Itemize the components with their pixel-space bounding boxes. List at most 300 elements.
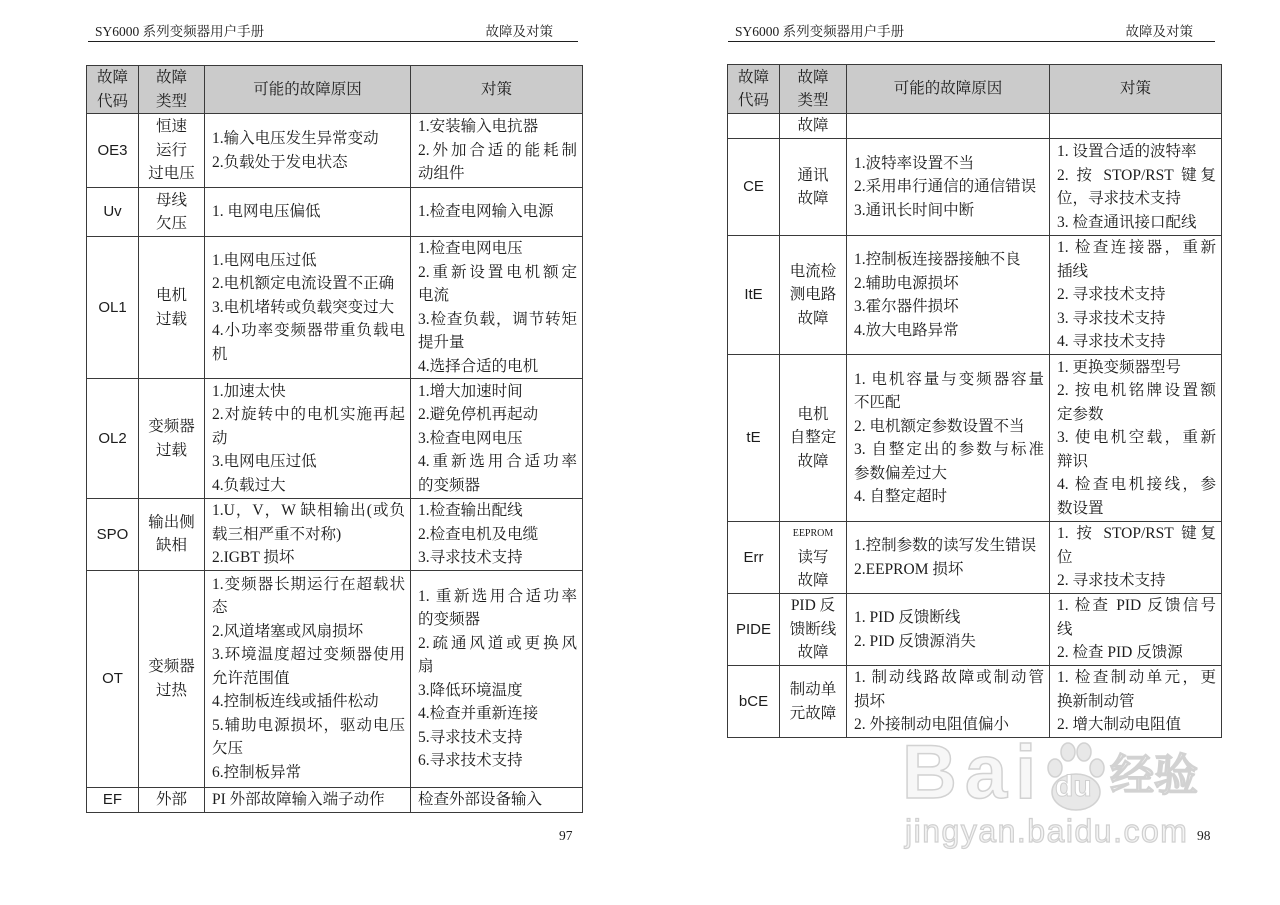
fault-type-line: 缺相 (155, 537, 187, 555)
fault-code: OT (102, 669, 123, 687)
section-title: 故障及对策 (485, 23, 553, 39)
cause-item (854, 666, 1044, 713)
cause-line: 1.加速太快 (212, 382, 286, 400)
cause-line: 3.环境温度超过变频器使用 (212, 646, 405, 664)
solution-item (418, 380, 577, 404)
solution-line: 位，寻求技术支持 (1057, 190, 1182, 207)
fault-type-cell (780, 594, 847, 666)
solution-line: 4.检查并重新连接 (418, 705, 539, 722)
cause-line: 1. PID 反馈断线 (854, 609, 961, 626)
header-line: 类型 (797, 92, 829, 109)
col-header-type (139, 66, 205, 114)
solution-line: 插线 (1057, 262, 1089, 280)
cause-item (854, 248, 1044, 272)
cause-item (212, 690, 405, 714)
cause-line: 2.采用串行通信的通信错误 (854, 178, 1037, 196)
solution-cell (411, 570, 583, 787)
cause-cell (847, 666, 1050, 738)
solution-line: 提升量 (418, 334, 465, 351)
col-header-solution: 对策 (411, 66, 583, 114)
watermark-brand-latin: Bai (902, 730, 1045, 815)
solution-cell (1050, 666, 1222, 738)
solution-item (1057, 307, 1216, 331)
fault-type-line: 欠压 (155, 215, 187, 232)
cause-line: 损坏 (854, 692, 886, 710)
solution-item (418, 403, 577, 427)
cause-cell (847, 114, 1050, 139)
fault-type-line: 电机 (797, 405, 829, 423)
solution-line: 数设置 (1057, 499, 1104, 517)
solution-line: 扇 (418, 658, 434, 675)
page-number: 98 (1197, 828, 1211, 843)
solution-line: 定参数 (1057, 405, 1104, 423)
running-header-right (728, 22, 1215, 42)
fault-type-line: 通讯 (797, 166, 829, 184)
solution-line: 1.检查输出配线 (418, 502, 523, 519)
cause-item (854, 368, 1044, 415)
solution-item (418, 499, 577, 523)
fault-row (728, 666, 1222, 738)
solution-item (418, 702, 577, 726)
cause-cell (205, 114, 411, 188)
fault-code-cell (87, 379, 139, 499)
running-header-left (88, 22, 578, 42)
cause-cell (847, 594, 1050, 666)
fault-row (87, 237, 583, 379)
cause-line: 4.小功率变频器带重负载电 (212, 322, 405, 340)
solution-line: 动组件 (418, 165, 465, 183)
fault-type-line: 过热 (155, 681, 187, 699)
cause-line: 载三相严重不对称) (212, 525, 342, 543)
solution-line: 检查外部设备输入 (418, 790, 543, 808)
cause-line: 2. PID 反馈源消失 (854, 632, 976, 650)
fault-code-cell (87, 787, 139, 812)
solution-line: 2. 检查 PID 反馈源 (1057, 644, 1183, 662)
fault-table-body (87, 114, 583, 813)
cause-line: 1.U，V，W 缺相输出(或负 (212, 502, 405, 519)
solution-line: 1.检查电网输入电源 (418, 203, 554, 221)
cause-line: 3.通讯长时间中断 (854, 201, 975, 219)
cause-item (212, 127, 405, 151)
fault-code: Uv (103, 203, 122, 221)
fault-type-line: 过载 (155, 310, 187, 328)
watermark-brand-paw-text: du (1055, 770, 1092, 803)
fault-type-cell (780, 236, 847, 355)
watermark-url: jingyan.baidu.com (905, 813, 1189, 849)
cause-line: 1.控制参数的读写发生错误 (854, 537, 1037, 554)
cause-cell (205, 787, 411, 812)
section-title: 故障及对策 (1125, 23, 1193, 39)
cause-item (212, 380, 405, 404)
table-header-row (728, 65, 1222, 114)
solution-item (418, 726, 577, 750)
fault-type-cell (139, 188, 205, 237)
watermark-brand-cn: 经验 (1110, 751, 1198, 800)
solution-line: 3.检查负载，调节转矩 (418, 310, 577, 328)
table-header-row (87, 66, 583, 114)
header-line: 故障 (737, 68, 769, 86)
header-line: 代码 (737, 92, 769, 109)
solution-line: 3.降低环境温度 (418, 681, 523, 699)
fault-code-cell (87, 237, 139, 379)
page-number: 97 (559, 828, 573, 843)
fault-table (86, 65, 583, 813)
cause-item (212, 296, 405, 320)
manual-title: SY6000 系列变频器用户手册 (95, 23, 265, 39)
solution-item (1057, 330, 1216, 354)
cause-item (212, 573, 405, 620)
fault-type-cell (139, 499, 205, 571)
solution-line: 5.寻求技术支持 (418, 728, 523, 746)
cause-item (854, 199, 1044, 223)
cause-item (854, 319, 1044, 343)
solution-item (1057, 379, 1216, 426)
cause-cell (205, 379, 411, 499)
solution-item (1057, 713, 1216, 737)
fault-type-cell (780, 666, 847, 738)
fault-row (728, 139, 1222, 236)
fault-code-cell (728, 594, 780, 666)
solution-item (418, 139, 577, 186)
solution-item (1057, 211, 1216, 235)
cause-item (212, 319, 405, 366)
solution-line: 2. 增大制动电阻值 (1057, 716, 1182, 734)
fault-type-line: 测电路 (789, 286, 837, 304)
solution-item (418, 450, 577, 497)
solution-item (1057, 283, 1216, 307)
fault-type-line: 制动单 (789, 681, 837, 698)
col-header-solution: 对策 (1050, 65, 1222, 114)
fault-code-cell (728, 355, 780, 522)
fault-type-cell (780, 139, 847, 236)
cause-item (854, 558, 1044, 582)
cause-line: 欠压 (212, 740, 244, 758)
cause-line: 1.电网电压过低 (212, 251, 317, 269)
cause-item (212, 620, 405, 644)
cause-item (212, 714, 405, 761)
solution-cell (1050, 594, 1222, 666)
fault-type-line: 输出侧 (148, 513, 195, 531)
fault-type-cell (780, 114, 847, 139)
solution-line: 4. 寻求技术支持 (1057, 333, 1166, 351)
solution-line: 3. 检查通讯接口配线 (1057, 213, 1197, 231)
fault-type-line: 故障 (797, 644, 829, 662)
solution-line: 3.寻求技术支持 (418, 549, 523, 566)
solution-item (418, 308, 577, 355)
solution-item (418, 115, 577, 139)
cause-line: 3. 自整定出的参数与标准 (854, 441, 1044, 458)
fault-row (728, 236, 1222, 355)
solution-item (1057, 666, 1216, 713)
solution-line: 1.增大加速时间 (418, 382, 523, 400)
fault-code: tE (746, 429, 761, 447)
solution-cell (411, 379, 583, 499)
fault-type-line: 读写 (797, 548, 829, 566)
solution-line: 3. 寻求技术支持 (1057, 309, 1166, 327)
fault-code: ItE (744, 286, 763, 304)
solution-item (1057, 473, 1216, 520)
solution-item (1057, 164, 1216, 211)
solution-line: 4. 检查电机接线，参 (1057, 476, 1216, 494)
header-line: 故障 (155, 69, 187, 86)
solution-item (1057, 569, 1216, 593)
cause-item (212, 788, 405, 812)
solution-line: 2.重新设置电机额定 (418, 263, 577, 281)
fault-code: Err (743, 548, 764, 566)
cause-cell (205, 237, 411, 379)
cause-item (854, 272, 1044, 296)
cause-item (854, 295, 1044, 319)
fault-code-cell (87, 188, 139, 237)
fault-type-line: 电机 (155, 287, 187, 304)
cause-item (212, 200, 405, 224)
fault-code-cell (728, 139, 780, 236)
solution-cell (1050, 139, 1222, 236)
fault-type-line: 母线 (155, 191, 187, 209)
fault-code-cell (87, 499, 139, 571)
col-header-code (728, 65, 780, 114)
cause-line: 2.辅助电源损坏 (854, 274, 959, 292)
header-line: 类型 (155, 92, 187, 110)
col-header-cause: 可能的故障原因 (847, 65, 1050, 114)
fault-type-cell (139, 787, 205, 812)
cause-line: 2.对旋转中的电机实施再起 (212, 406, 405, 424)
paw-icon (1046, 742, 1106, 812)
solution-cell (411, 787, 583, 812)
solution-item (418, 788, 577, 812)
cause-line: 4.控制板连线或插件松动 (212, 693, 379, 711)
fault-type-line: 故障 (797, 309, 829, 327)
cause-line: 2. 电机额定参数设置不当 (854, 417, 1025, 435)
fault-code-cell (87, 570, 139, 787)
fault-type-cell (139, 237, 205, 379)
cause-cell (847, 355, 1050, 522)
header-line: 代码 (96, 92, 128, 110)
solution-cell (1050, 355, 1222, 522)
fault-type-line: 过电压 (148, 165, 195, 183)
fault-type-line: 故障 (797, 117, 829, 135)
solution-line: 1.检查电网电压 (418, 240, 523, 257)
fault-type-line: 故障 (797, 190, 829, 207)
fault-code-cell (728, 666, 780, 738)
solution-cell (1050, 236, 1222, 355)
fault-code: SPO (96, 525, 129, 543)
fault-table-body (728, 114, 1222, 738)
fault-type-cell (780, 355, 847, 522)
fault-row (87, 787, 583, 812)
solution-item (1057, 140, 1216, 164)
fault-type-line: 外部 (155, 790, 187, 808)
solution-item (418, 749, 577, 773)
cause-line: 4.放大电路异常 (854, 321, 959, 339)
col-header-type (780, 65, 847, 114)
fault-type-line: 电流检 (789, 262, 837, 280)
solution-item (1057, 426, 1216, 473)
solution-line: 3. 使电机空载，重新 (1057, 429, 1216, 447)
solution-line: 2.外加合适的能耗制 (418, 141, 577, 159)
cause-item (854, 534, 1044, 558)
cause-line: 5.辅助电源损坏，驱动电压 (212, 716, 405, 734)
solution-line: 2.检查电机及电缆 (418, 525, 539, 543)
fault-type-line: 恒速 (155, 118, 187, 136)
cause-line: 1.波特率设置不当 (854, 154, 975, 172)
fault-table (727, 64, 1222, 738)
fault-type-line: 自整定 (789, 429, 837, 447)
fault-code: OL2 (98, 429, 127, 447)
fault-type-cell (139, 570, 205, 787)
solution-item (1057, 522, 1216, 569)
cause-line: 4.负载过大 (212, 476, 286, 494)
fault-code: OL1 (98, 298, 127, 316)
cause-line: 机 (212, 345, 228, 363)
solution-item (418, 427, 577, 451)
solution-line: 位 (1057, 548, 1073, 566)
solution-line: 1. 更换变频器型号 (1057, 358, 1182, 376)
fault-type-line: 故障 (797, 452, 829, 470)
cause-line: 2.EEPROM 损坏 (854, 560, 964, 578)
cause-item (212, 546, 405, 570)
solution-line: 2. 按 STOP/RST 键复 (1057, 166, 1216, 184)
solution-cell (411, 188, 583, 237)
fault-code: OE3 (97, 141, 128, 159)
solution-item (418, 200, 577, 224)
solution-line: 1. 检查连接器，重新 (1057, 239, 1216, 257)
fault-type-line: 变频器 (148, 658, 195, 675)
fault-type-line: PID 反 (790, 597, 836, 615)
cause-line: 不匹配 (854, 394, 901, 411)
solution-cell (411, 114, 583, 188)
solution-line: 线 (1057, 620, 1073, 638)
cause-line: 动 (212, 429, 228, 447)
cause-line: 1. 电机容量与变频器容量 (854, 370, 1044, 388)
cause-item (212, 403, 405, 450)
solution-cell (411, 237, 583, 379)
solution-line: 辩识 (1057, 452, 1089, 470)
cause-line: 2. 外接制动电阻值偏小 (854, 716, 1010, 734)
solution-line: 1.安装输入电抗器 (418, 118, 539, 136)
cause-line: 4. 自整定超时 (854, 488, 948, 505)
cause-cell (847, 236, 1050, 355)
fault-code: bCE (738, 692, 769, 710)
fault-type-line: 过载 (155, 441, 187, 459)
cause-line: 3.电机堵转或负载突变过大 (212, 298, 395, 316)
solution-item (418, 679, 577, 703)
solution-item (1057, 594, 1216, 641)
fault-type-line: 元故障 (789, 704, 837, 722)
solution-item (418, 585, 577, 632)
fault-row (87, 499, 583, 571)
fault-row (728, 594, 1222, 666)
fault-type-line: 馈断线 (789, 620, 837, 638)
fault-type-line: 故障 (797, 572, 829, 590)
solution-item (418, 261, 577, 308)
solution-line: 1. 检查制动单元，更 (1057, 669, 1216, 687)
fault-row (87, 114, 583, 188)
cause-line: 1. 电网电压偏低 (212, 203, 321, 221)
solution-item (1057, 236, 1216, 283)
cause-cell (205, 188, 411, 237)
fault-row (728, 355, 1222, 522)
fault-type-cell (139, 379, 205, 499)
solution-line: 的变频器 (418, 611, 481, 628)
solution-cell (1050, 114, 1222, 139)
fault-type-line: EEPROM (792, 528, 834, 540)
fault-type-cell (139, 114, 205, 188)
fault-type-cell (780, 522, 847, 594)
cause-line: 1.变频器长期运行在超载状 (212, 575, 405, 593)
col-header-code (87, 66, 139, 114)
fault-row (728, 522, 1222, 594)
fault-row (87, 570, 583, 787)
cause-cell (847, 139, 1050, 236)
solution-item (1057, 641, 1216, 665)
solution-line: 4.重新选用合适功率 (418, 453, 577, 471)
fault-code: EF (102, 790, 123, 808)
solution-line: 4.选择合适的电机 (418, 357, 539, 375)
solution-line: 2.避免停机再起动 (418, 406, 539, 424)
solution-item (418, 355, 577, 379)
cause-line: 态 (212, 599, 228, 617)
cause-line: 2.电机额定电流设置不正确 (212, 275, 395, 293)
solution-line: 1. 按 STOP/RST 键复 (1057, 525, 1216, 543)
fault-code-cell (728, 114, 780, 139)
solution-line: 1. 重新选用合适功率 (418, 587, 577, 605)
cause-cell (205, 499, 411, 571)
cause-item (212, 474, 405, 498)
cause-item (212, 450, 405, 474)
cause-line: 1.输入电压发生异常变动 (212, 130, 379, 147)
solution-line: 的变频器 (418, 476, 481, 494)
header-line: 故障 (797, 68, 829, 86)
solution-line: 3.检查电网电压 (418, 429, 523, 447)
cause-item (212, 249, 405, 273)
solution-line: 2. 寻求技术支持 (1057, 286, 1166, 304)
solution-cell (411, 499, 583, 571)
cause-line: 6.控制板异常 (212, 763, 302, 781)
solution-line: 电流 (418, 287, 450, 304)
cause-item (854, 415, 1044, 439)
header-line: 故障 (96, 69, 128, 86)
cause-item (212, 761, 405, 785)
cause-item (212, 272, 405, 296)
solution-line: 6.寻求技术支持 (418, 752, 523, 769)
fault-type-line: 变频器 (148, 418, 195, 435)
solution-line: 2. 按电机铭牌设置额 (1057, 382, 1216, 400)
cause-line: 2.IGBT 损坏 (212, 549, 295, 566)
solution-item (418, 523, 577, 547)
cause-item (854, 175, 1044, 199)
fault-row (728, 114, 1222, 139)
cause-item (854, 485, 1044, 509)
cause-item (854, 152, 1044, 176)
fault-type-line: 运行 (155, 141, 187, 159)
cause-line: 参数偏差过大 (854, 464, 948, 482)
cause-item (212, 151, 405, 175)
manual-title: SY6000 系列变频器用户手册 (735, 23, 905, 39)
fault-code: PIDE (735, 620, 771, 638)
solution-item (1057, 356, 1216, 380)
col-header-cause: 可能的故障原因 (205, 66, 411, 114)
fault-code-cell (728, 522, 780, 594)
solution-line: 1. 设置合适的波特率 (1057, 143, 1197, 160)
cause-line: PI 外部故障输入端子动作 (212, 790, 385, 808)
cause-line: 1.控制板连接器接触不良 (854, 251, 1021, 268)
solution-line: 换新制动管 (1057, 692, 1135, 710)
solution-item (418, 632, 577, 679)
solution-line: 1. 检查 PID 反馈信号 (1057, 597, 1216, 615)
fault-row (87, 379, 583, 499)
fault-code-cell (87, 114, 139, 188)
